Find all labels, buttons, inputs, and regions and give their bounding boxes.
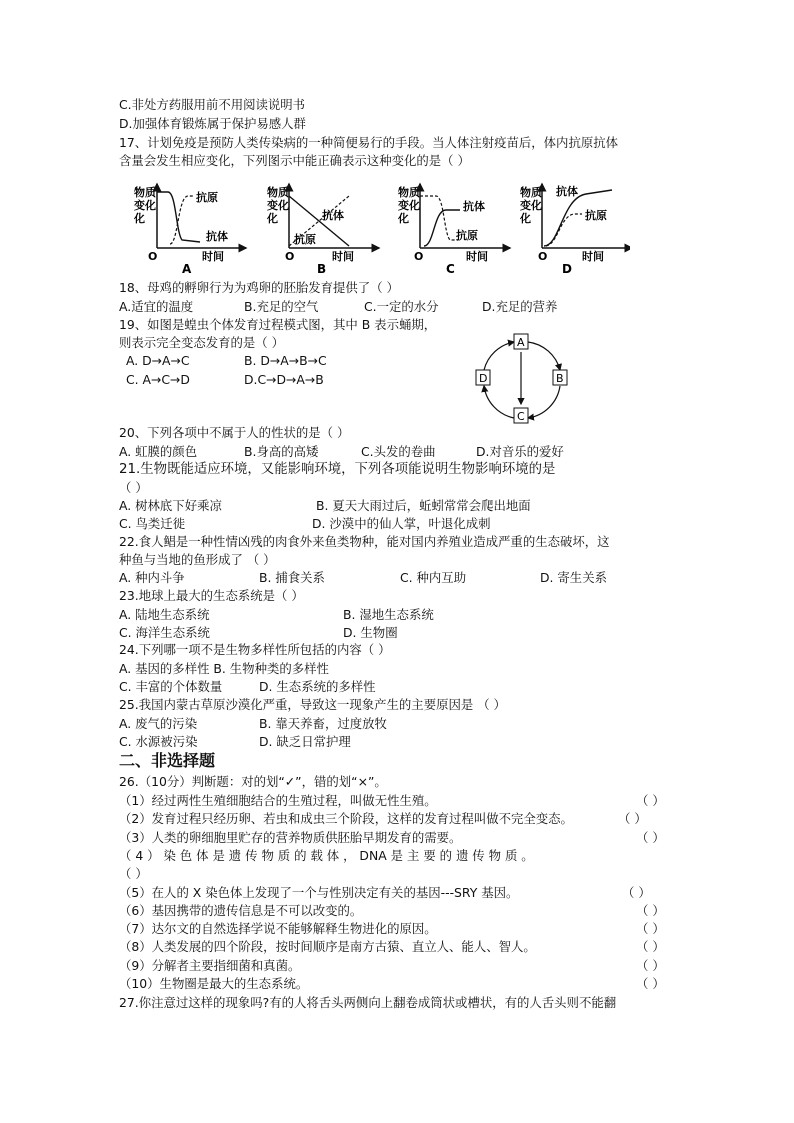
q21-option-a: A. 树林底下好乘凉 xyxy=(119,498,222,513)
svg-text:B: B xyxy=(556,372,564,385)
svg-text:物质: 物质 xyxy=(398,186,420,199)
answer-blank-10: （ ） xyxy=(636,976,665,991)
svg-text:O: O xyxy=(148,250,158,263)
q23-option-c: C. 海洋生态系统 xyxy=(119,625,210,640)
svg-text:D: D xyxy=(562,262,572,276)
answer-blank-8: （ ） xyxy=(636,939,665,954)
q25-option-a: A. 废气的污染 xyxy=(119,716,198,731)
svg-text:D: D xyxy=(479,372,488,385)
svg-text:化: 化 xyxy=(267,212,278,225)
q19-option-b: B. D→A→B→C xyxy=(244,353,327,368)
svg-text:抗体: 抗体 xyxy=(206,230,228,243)
question-22-line1: 22.食人鲳是一种性情凶残的肉食外来鱼类物种，能对国内养殖业造成严重的生态破坏，这 xyxy=(119,534,610,549)
q19-option-c: C. A→C→D xyxy=(126,372,190,387)
q20-option-d: D.对音乐的爱好 xyxy=(476,444,564,459)
question-27: 27.你注意过这样的现象吗?有的人将舌头两侧向上翻卷成筒状或槽状，有的人舌头则不能翻 xyxy=(119,995,617,1010)
svg-text:A: A xyxy=(517,336,525,349)
svg-text:C: C xyxy=(517,410,525,423)
life-cycle-diagram xyxy=(470,330,580,430)
question-20: 20、下列各项中不属于人的性状的是（ ） xyxy=(119,425,350,440)
svg-text:物质: 物质 xyxy=(520,186,542,199)
q19-option-a: A. D→A→C xyxy=(126,353,190,368)
q20-option-c: C.头发的卷曲 xyxy=(361,444,436,459)
svg-text:变化: 变化 xyxy=(134,199,156,212)
svg-text:O: O xyxy=(414,250,424,263)
q23-option-d: D. 生物圈 xyxy=(343,625,398,640)
option-c-text: C.非处方药服用前不用阅读说明书 xyxy=(119,97,306,112)
q22-option-a: A. 种内斗争 xyxy=(119,570,185,585)
option-d-text: D.加强体育锻炼属于保护易感人群 xyxy=(119,116,306,131)
question-19-line2: 则表示完全变态发育的是（ ） xyxy=(119,335,285,350)
question-17-line1: 17、计划免疫是预防人类传染病的一种简便易行的手段。当人体注射疫苗后，体内抗原抗体 xyxy=(119,135,619,150)
q21-option-b: B. 夏天大雨过后，蚯蚓常常会爬出地面 xyxy=(316,498,531,513)
svg-text:物质: 物质 xyxy=(134,186,156,199)
svg-text:时间: 时间 xyxy=(332,250,354,263)
answer-blank-7: （ ） xyxy=(636,921,665,936)
svg-text:化: 化 xyxy=(398,212,409,225)
graph-d xyxy=(519,184,630,276)
judgment-7: （7）达尔文的自然选择学说不能够解释生物进化的原因。 xyxy=(119,921,437,936)
q25-option-c: C. 水源被污染 xyxy=(119,734,198,749)
answer-blank-4: （ ） xyxy=(119,866,148,881)
svg-text:C: C xyxy=(446,262,455,276)
answer-blank-6: （ ） xyxy=(636,903,665,918)
question-23: 23.地球上最大的生态系统是（ ） xyxy=(119,588,304,603)
question-17-line2: 含量会发生相应变化，下列图示中能正确表示这种变化的是（ ） xyxy=(119,153,470,168)
svg-text:化: 化 xyxy=(134,212,145,225)
answer-blank-3: （ ） xyxy=(636,830,665,845)
q24-option-c: C. 丰富的个体数量 xyxy=(119,679,223,694)
question-18: 18、母鸡的孵卵行为为鸡卵的胚胎发育提供了（ ） xyxy=(119,280,399,295)
graph-b xyxy=(266,184,379,276)
judgment-10: （10）生物圈是最大的生态系统。 xyxy=(119,976,309,991)
svg-text:物质: 物质 xyxy=(267,186,289,199)
q21-option-d: D. 沙漠中的仙人掌，叶退化成刺 xyxy=(312,516,491,531)
graph-figures xyxy=(130,182,630,277)
answer-blank-5: （ ） xyxy=(622,885,651,900)
svg-text:抗原: 抗原 xyxy=(294,233,316,246)
question-21-line2: （ ） xyxy=(119,480,148,495)
svg-text:抗体: 抗体 xyxy=(556,185,578,198)
question-24: 24.下列哪一项不是生物多样性所包括的内容（ ） xyxy=(119,642,391,657)
svg-text:时间: 时间 xyxy=(466,250,488,263)
svg-text:B: B xyxy=(317,262,327,276)
svg-text:变化: 变化 xyxy=(267,199,289,212)
question-22-line2: 种鱼与当地的鱼形成了 （ ） xyxy=(119,552,276,567)
judgment-8: （8）人类发展的四个阶段，按时间顺序是南方古猿、直立人、能人、智人。 xyxy=(119,939,536,954)
svg-text:抗体: 抗体 xyxy=(463,200,485,213)
graph-c xyxy=(397,184,510,276)
judgment-4: （ 4 ） 染 色 体 是 遗 传 物 质 的 载 体 ， DNA 是 主 要 的 遗 传 物 质 。 xyxy=(119,848,534,863)
q21-option-c: C. 鸟类迁徙 xyxy=(119,516,186,531)
q20-option-b: B.身高的高矮 xyxy=(244,444,319,459)
judgment-1: （1）经过两性生殖细胞结合的生殖过程，叫做无性生殖。 xyxy=(119,793,437,808)
judgment-2: （2）发育过程只经历卵、若虫和成虫三个阶段，这样的发育过程叫做不完全变态。 xyxy=(119,811,573,826)
q25-option-b: B. 靠天养畜，过度放牧 xyxy=(259,716,387,731)
svg-text:抗原: 抗原 xyxy=(456,229,478,242)
question-26: 26.（10分）判断题：对的划“✓”，错的划“×”。 xyxy=(119,774,387,789)
graph-a xyxy=(133,184,246,276)
svg-text:抗体: 抗体 xyxy=(322,209,344,222)
q18-option-b: B.充足的空气 xyxy=(244,299,319,314)
section-heading: 二、非选择题 xyxy=(119,751,216,770)
q18-option-a: A.适宜的温度 xyxy=(119,299,194,314)
svg-text:时间: 时间 xyxy=(582,250,604,263)
judgment-9: （9）分解者主要指细菌和真菌。 xyxy=(119,958,301,973)
question-21-line1: 21.生物既能适应环境，又能影响环境，下列各项能说明生物影响环境的是 xyxy=(119,462,556,477)
svg-text:O: O xyxy=(285,250,295,263)
svg-text:变化: 变化 xyxy=(398,199,420,212)
q23-option-a: A. 陆地生态系统 xyxy=(119,607,210,622)
q23-option-b: B. 湿地生态系统 xyxy=(343,607,434,622)
q19-option-d: D.C→D→A→B xyxy=(244,372,324,387)
answer-blank-2: （ ） xyxy=(618,811,647,826)
q25-option-d: D. 缺乏日常护理 xyxy=(259,734,351,749)
q24-option-d: D. 生态系统的多样性 xyxy=(259,679,376,694)
judgment-5: （5）在人的 X 染色体上发现了一个与性别决定有关的基因---SRY 基因。 xyxy=(119,885,519,900)
q24-option-ab: A. 基因的多样性 B. 生物种类的多样性 xyxy=(119,661,329,676)
q22-option-b: B. 捕食关系 xyxy=(259,570,325,585)
q18-option-c: C.一定的水分 xyxy=(364,299,439,314)
judgment-3: （3）人类的卵细胞里贮存的营养物质供胚胎早期发育的需要。 xyxy=(119,830,462,845)
question-25: 25.我国内蒙古草原沙漠化严重，导致这一现象产生的主要原因是 （ ） xyxy=(119,697,506,712)
svg-text:抗原: 抗原 xyxy=(196,191,218,204)
svg-text:抗原: 抗原 xyxy=(585,209,607,222)
answer-blank-9: （ ） xyxy=(636,958,665,973)
answer-blank-1: （ ） xyxy=(636,793,665,808)
q18-option-d: D.充足的营养 xyxy=(482,299,558,314)
q22-option-c: C. 种内互助 xyxy=(400,570,467,585)
svg-text:化: 化 xyxy=(520,212,531,225)
q22-option-d: D. 寄生关系 xyxy=(540,570,607,585)
svg-text:O: O xyxy=(538,250,548,263)
question-19-line1: 19、如图是蝗虫个体发育过程模式图，其中 B 表示蛹期， xyxy=(119,317,437,332)
svg-text:A: A xyxy=(182,262,192,276)
q20-option-a: A. 虹膜的颜色 xyxy=(119,444,198,459)
svg-text:时间: 时间 xyxy=(202,250,224,263)
judgment-6: （6）基因携带的遗传信息是不可以改变的。 xyxy=(119,903,363,918)
svg-text:变化: 变化 xyxy=(520,199,542,212)
